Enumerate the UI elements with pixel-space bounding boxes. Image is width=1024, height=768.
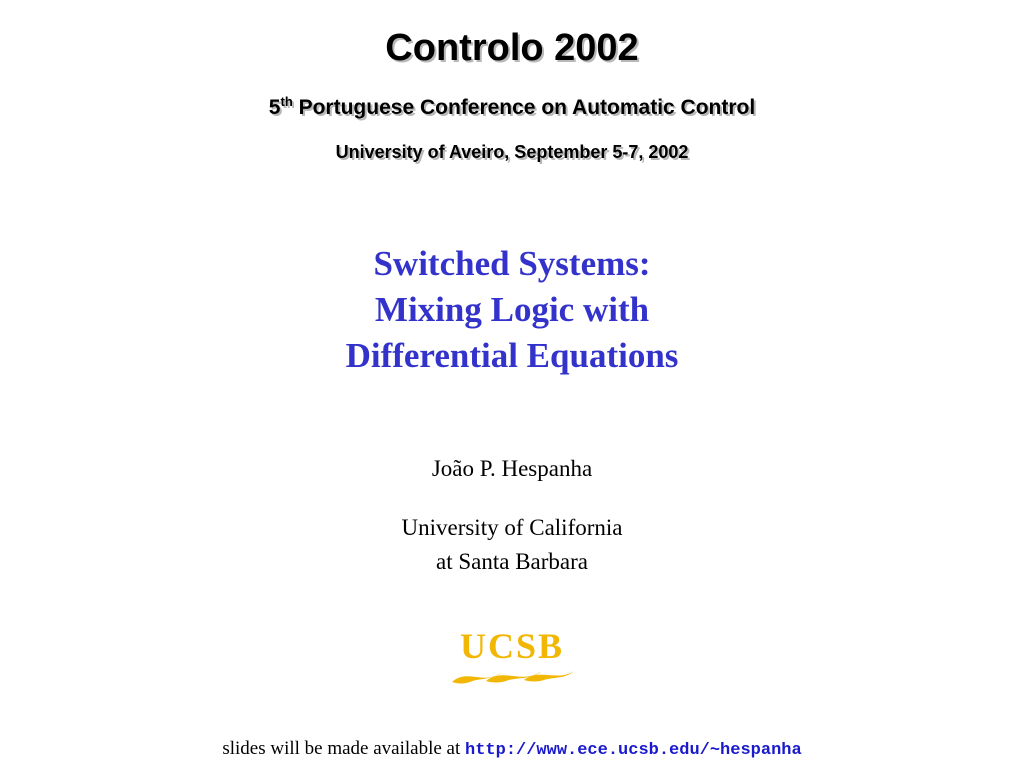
talk-title bbox=[0, 241, 1024, 379]
affiliation-line-1: University of California bbox=[401, 515, 623, 540]
affiliation-line-2: at Santa Barbara bbox=[436, 549, 588, 574]
author-affiliation bbox=[0, 511, 1024, 579]
ucsb-logo-text: UCSB bbox=[459, 626, 565, 666]
conference-subtitle-ordinal: 5 bbox=[268, 96, 281, 119]
talk-title-line-2: Mixing Logic with bbox=[374, 290, 650, 329]
conference-subtitle-superscript: th bbox=[280, 94, 293, 109]
ucsb-logo bbox=[446, 624, 578, 688]
conference-venue: University of Aveiro, September 5-7, 2002 bbox=[335, 142, 689, 162]
conference-title: Controlo 2002 bbox=[385, 27, 639, 69]
author-name: João P. Hespanha bbox=[431, 456, 593, 481]
footer bbox=[0, 736, 1024, 764]
ucsb-logo-wave-icon bbox=[452, 671, 574, 684]
talk-title-line-3: Differential Equations bbox=[345, 336, 679, 375]
conference-subtitle bbox=[0, 94, 1024, 122]
slides-url-link[interactable]: http://www.ece.ucsb.edu/~hespanha bbox=[465, 741, 802, 760]
talk-title-line-1: Switched Systems: bbox=[373, 244, 651, 283]
footer-text: slides will be made available at bbox=[222, 738, 466, 759]
conference-subtitle-rest: Portuguese Conference on Automatic Control bbox=[292, 96, 756, 119]
